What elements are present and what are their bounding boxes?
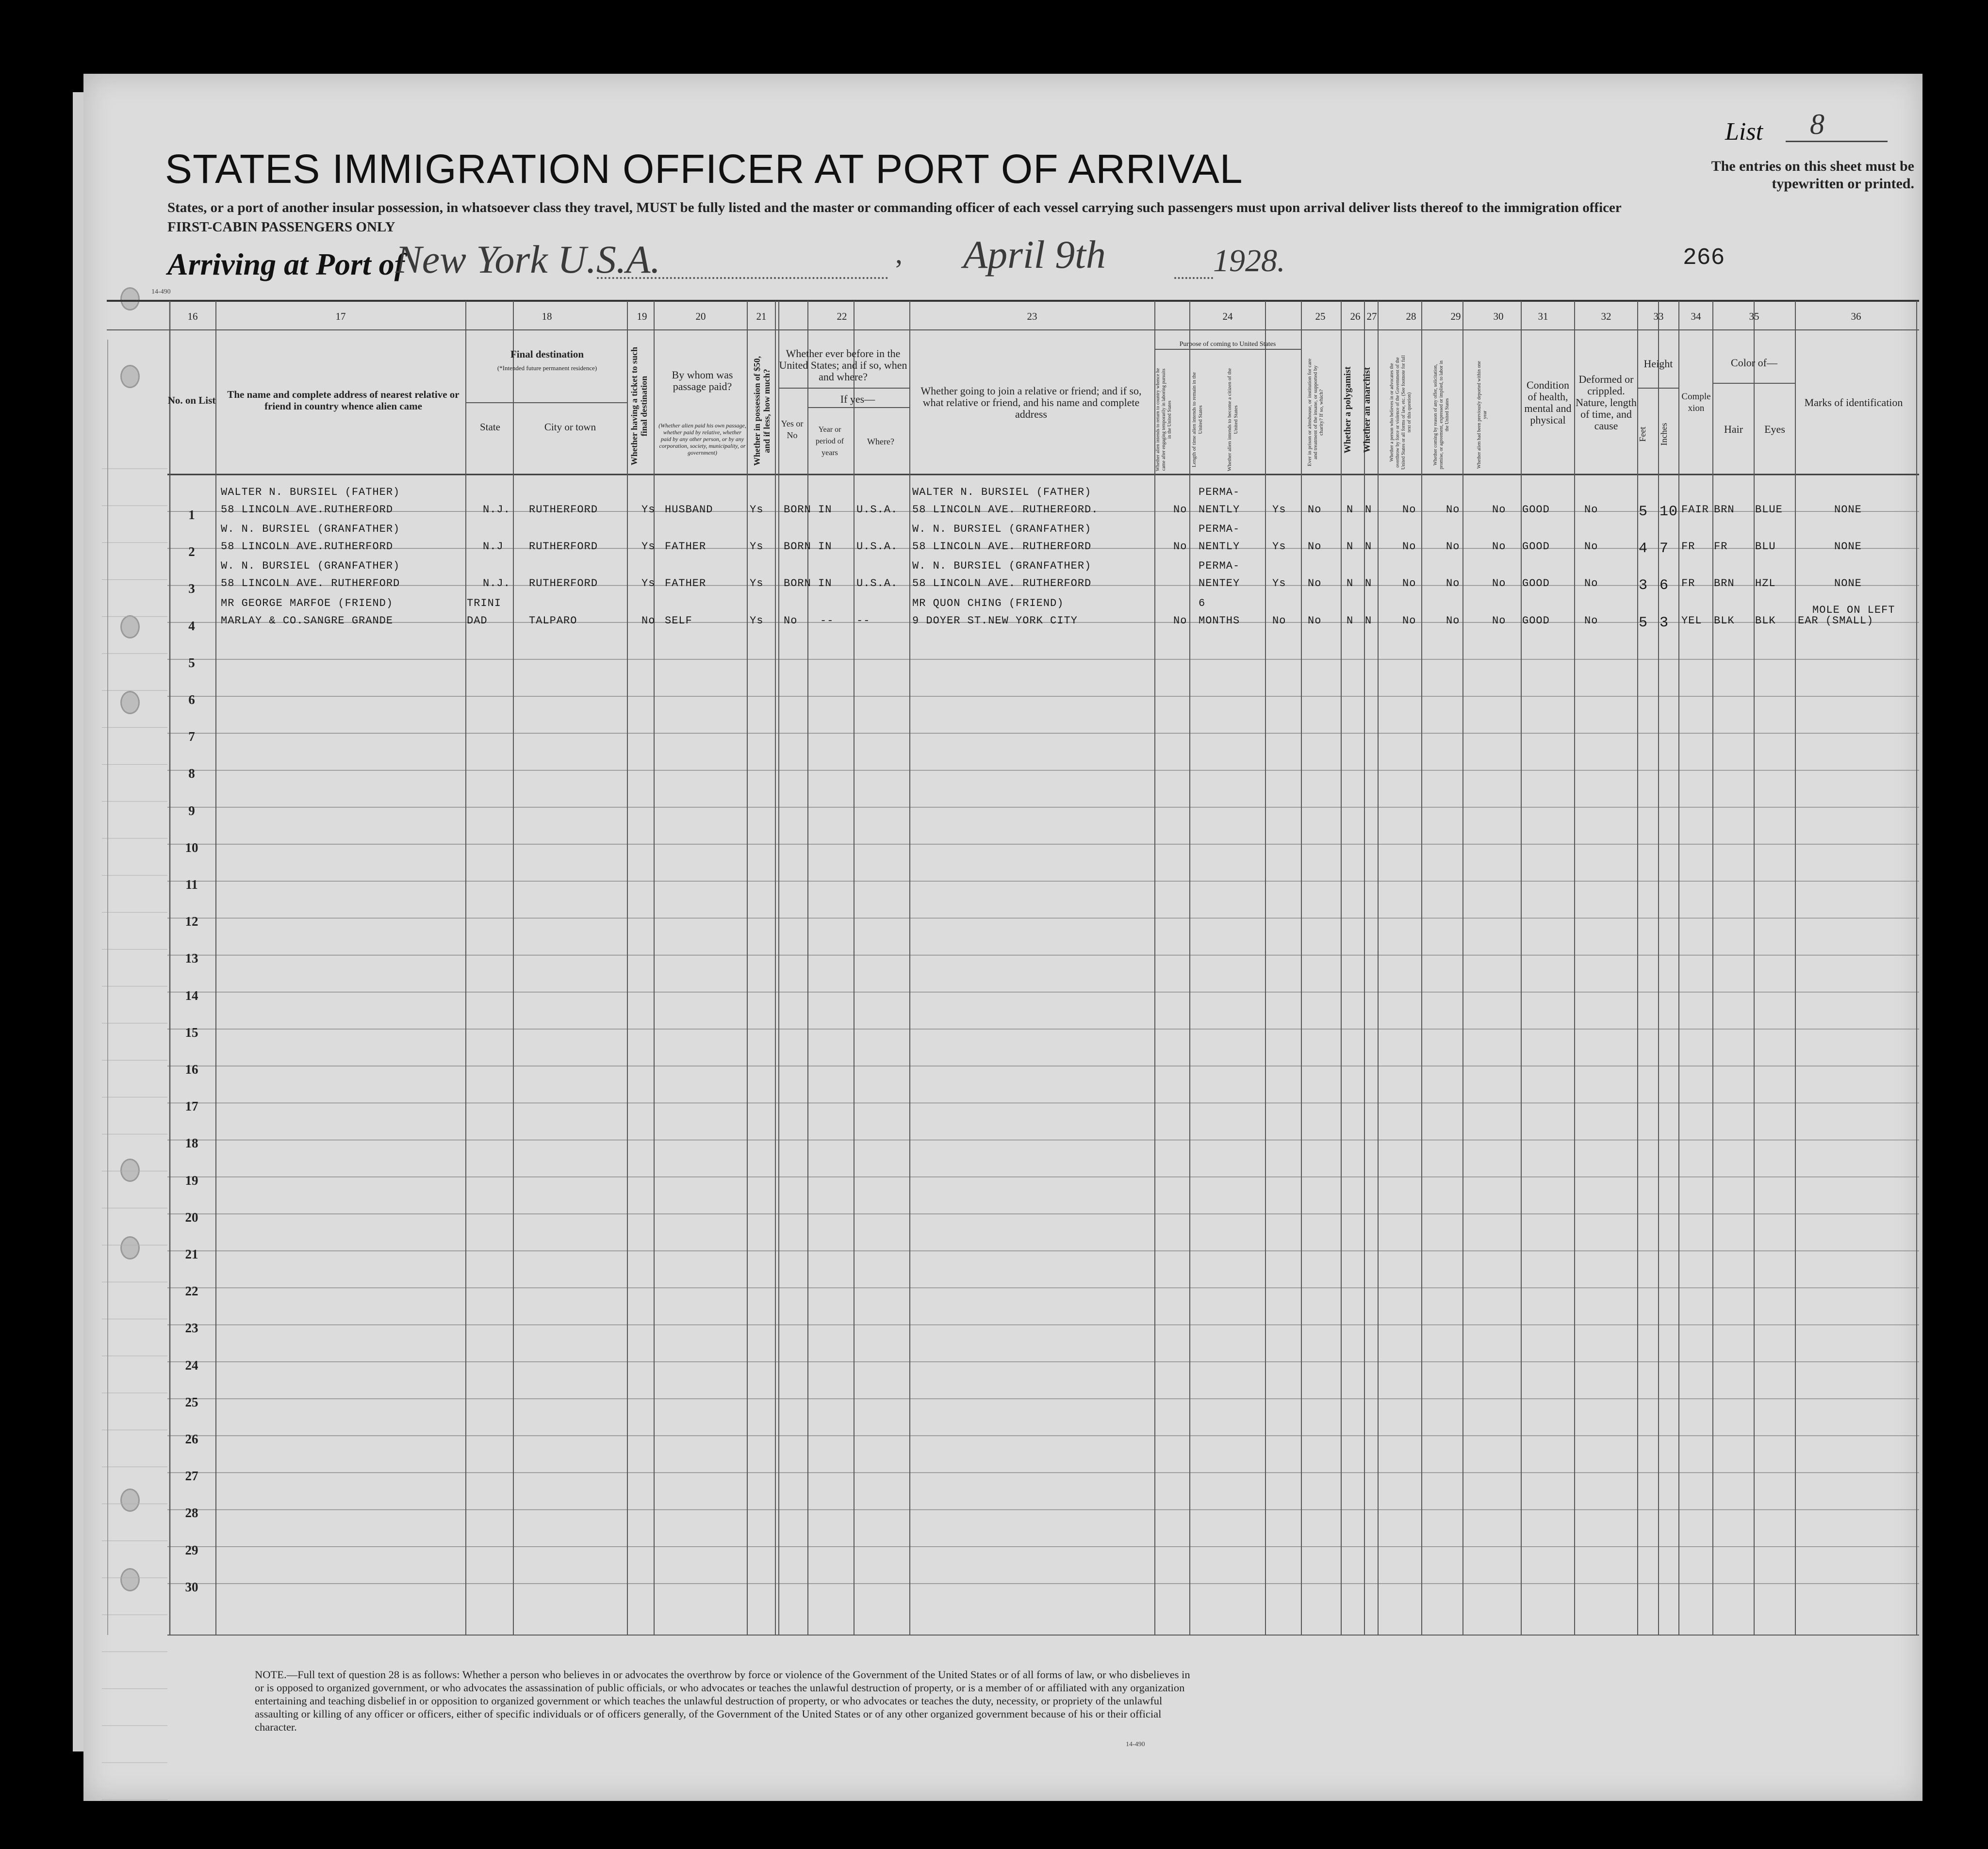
header-where: Where? [867, 437, 894, 446]
row-number: 15 [185, 1025, 198, 1040]
header-if-yes: If yes— [840, 393, 875, 405]
header-ticket: Whether having a ticket to such final destination [629, 346, 649, 466]
cell-inches: 3 [1659, 614, 1669, 631]
page-stamp-number: 266 [1683, 245, 1725, 271]
cell-anarchist: N [1365, 504, 1372, 516]
cell-eyes: HZL [1755, 577, 1776, 590]
column-number: 25 [1315, 311, 1326, 322]
row-number: 12 [185, 914, 198, 929]
cell-complexion: FAIR [1681, 504, 1709, 516]
header-hair: Hair [1724, 423, 1743, 435]
row-number: 11 [185, 877, 198, 892]
cell-anarchist: N [1365, 614, 1372, 627]
header-final-destination: Final destination [510, 348, 584, 360]
cell-hair: FR [1714, 540, 1728, 553]
cell-health: GOOD [1522, 504, 1550, 516]
header-passage-paid: By whom was passage paid? [672, 369, 733, 393]
cell-complexion: FR [1681, 540, 1695, 553]
header-prison: Ever in prison or almshouse, or institution for care and treatment of the insane, or supported by charity? If so, which? [1307, 358, 1324, 467]
column-number: 30 [1493, 311, 1504, 322]
cell-relative-address: 58 LINCOLN AVE.RUTHERFORD [221, 504, 394, 516]
column-number: 16 [187, 311, 198, 322]
cell-health: GOOD [1522, 577, 1550, 590]
cell-city: RUTHERFORD [529, 504, 598, 516]
cell-polygamist: N [1347, 577, 1354, 590]
header-health: Condition of health, mental and physical [1524, 379, 1572, 426]
cell-state: TRINI [467, 597, 502, 609]
row-number: 5 [188, 655, 195, 670]
cell-anarchist: N [1365, 577, 1372, 590]
row-number: 22 [185, 1284, 198, 1299]
cell-where: U.S.A. [856, 504, 898, 516]
column-number: 19 [637, 311, 647, 322]
comma: , [895, 237, 903, 269]
list-label: List [1725, 118, 1763, 146]
cell-period: -- [820, 614, 834, 627]
header-labor-offer: Whether coming by reason of any offer, solicitation, promise, or agreement, expressed or implied, to labor in the United States [1433, 360, 1450, 470]
row-number: 1 [188, 507, 195, 522]
cell-relative-name: W. N. BURSIEL (GRANFATHER) [221, 560, 400, 573]
header-ever-before: Whether ever before in the United States; and if so, when and where? [779, 347, 907, 383]
cell-labor-offer: No [1446, 614, 1460, 627]
header-join-relative: Whether going to join a relative or friend; and if so, what relative or friend, and his name and complete address [920, 385, 1142, 420]
cell-prison: No [1308, 577, 1322, 590]
header-purpose: Purpose of coming to United States [1179, 341, 1276, 348]
row-number: 14 [185, 988, 198, 1003]
cell-deformed: No [1584, 504, 1598, 516]
page-title: STATES IMMIGRATION OFFICER AT PORT OF ARRIVAL [165, 146, 1243, 192]
cell-relative-name: W. N. BURSIEL (GRANFATHER) [221, 523, 400, 536]
cell-relative-name: MR GEORGE MARFOE (FRIEND) [221, 597, 394, 609]
cell-join-address: 58 LINCOLN AVE. RUTHERFORD [912, 540, 1092, 553]
header-complexion: Complexion [1681, 392, 1711, 413]
row-number: 19 [185, 1173, 198, 1188]
header-city: City or town [544, 421, 596, 433]
cell-complexion: FR [1681, 577, 1695, 590]
row-number: 7 [188, 729, 195, 744]
cell-question-28: No [1402, 504, 1416, 516]
row-number: 18 [185, 1136, 198, 1151]
cell-inches: 10 [1659, 504, 1678, 520]
cell-length-line2: NENTLY [1199, 504, 1240, 516]
column-number: 22 [837, 311, 847, 322]
row-number: 27 [185, 1469, 198, 1484]
cell-state: N.J [483, 540, 504, 553]
column-number: 17 [335, 311, 346, 322]
subtitle: States, or a port of another insular possession, in whatsoever class they travel, MUST be fully listed and the master or commanding officer of each vessel carrying such passengers must upon arrival deliver lists thereof to the immigration officer [167, 200, 1622, 215]
cell-deported: No [1492, 614, 1506, 627]
cell-question-28: No [1402, 577, 1416, 590]
column-number: 34 [1691, 311, 1701, 322]
row-number: 21 [185, 1247, 198, 1261]
row-number: 6 [188, 692, 195, 707]
column-number: 18 [542, 311, 552, 322]
cell-return: No [1173, 540, 1187, 553]
cell-join-name: W. N. BURSIEL (GRANFATHER) [912, 523, 1092, 536]
column-number: 32 [1601, 311, 1611, 322]
header-passage-note: (Whether alien paid his own passage, whether paid by relative, whether paid by any other person, or by any corporation, society, municipality, or government) [658, 422, 746, 456]
cell-relative-address: 58 LINCOLN AVE. RUTHERFORD [221, 577, 400, 590]
cell-citizen: Ys [1272, 504, 1286, 516]
header-height: Height [1643, 358, 1673, 370]
cell-ticket: Ys [641, 504, 656, 516]
header-color-of: Color of— [1731, 357, 1777, 369]
column-number: 36 [1851, 311, 1861, 322]
column-number: 26 [1350, 311, 1361, 322]
column-number: 33 [1653, 311, 1664, 322]
column-number: 20 [695, 311, 706, 322]
cell-city: RUTHERFORD [529, 540, 598, 553]
cell-citizen: Ys [1272, 577, 1286, 590]
header-eyes: Eyes [1764, 423, 1785, 435]
cell-length-line1: PERMA- [1199, 523, 1240, 536]
cell-marks: NONE [1834, 540, 1862, 553]
row-number: 30 [185, 1579, 198, 1594]
cell-join-name: W. N. BURSIEL (GRANFATHER) [912, 560, 1092, 573]
column-number: 29 [1450, 311, 1461, 322]
header-purpose-length: Length of time alien intends to remain in the United States [1191, 372, 1203, 468]
row-number: 9 [188, 803, 195, 818]
header-state: State [480, 421, 500, 433]
row-number: 4 [188, 618, 195, 633]
arriving-label: Arriving at Port of [167, 247, 405, 281]
cell-ever-before: BORN IN [784, 504, 832, 516]
column-number: 28 [1406, 311, 1416, 322]
header-final-destination-note: (*Intended future permanent residence) [497, 364, 597, 372]
cell-deformed: No [1584, 577, 1598, 590]
header-feet: Feet [1638, 426, 1647, 442]
cell-city: RUTHERFORD [529, 577, 598, 590]
header-polygamist: Whether a polygamist [1343, 366, 1353, 454]
date-handwritten: April 9th [963, 232, 1106, 277]
cell-join-name: WALTER N. BURSIEL (FATHER) [912, 486, 1092, 498]
header-question-28: Whether a person who believes in or advocates the overthrow by force or violence of the Government of the United States or all forms of law, etc. (See footnote for full text of this question) [1389, 355, 1412, 470]
cell-relative-address: MARLAY & CO.SANGRE GRANDE [221, 614, 394, 627]
cell-ticket: No [641, 614, 656, 627]
cell-hair: BRN [1714, 504, 1735, 516]
header-purpose-citizen: Whether alien intends to become a citizen of the United States [1227, 368, 1239, 472]
column-number: 27 [1366, 311, 1377, 322]
question-28-footnote: NOTE.—Full text of question 28 is as follows: Whether a person who believes in or advocates the overthrow by force or violence of the Government of the United States or of all forms of law, or who disbelieves in or is opposed to organized government, or who advocates the assassination of public officials, or who advocates or teaches the unlawful destruction of property, or is a member of or affiliated with any organization entertaining and teaching disbelief in or opposition to organized government or which teaches the unlawful destruction of property, or who advocates or teaches the duty, necessity, or propriety of the unlawful assaulting or killing of any officer or officers, either of specific individuals or of officers generally, of the Government of the United States or of any other organized government because of his or their official character. [255, 1669, 1190, 1733]
cell-marks: EAR (SMALL) [1798, 614, 1874, 627]
cell-deported: No [1492, 504, 1506, 516]
header-yes-no: Yes or No [781, 419, 804, 440]
cell-join-address: 58 LINCOLN AVE. RUTHERFORD [912, 577, 1092, 590]
row-number: 13 [185, 951, 198, 966]
header-no-on-list: No. on List [167, 394, 216, 406]
cell-where: U.S.A. [856, 577, 898, 590]
cell-return: No [1173, 504, 1187, 516]
cell-inches: 6 [1659, 577, 1669, 594]
cell-deformed: No [1584, 540, 1598, 553]
cell-feet: 4 [1639, 540, 1648, 557]
cell-relative-address: 58 LINCOLN AVE.RUTHERFORD [221, 540, 394, 553]
cell-deported: No [1492, 577, 1506, 590]
column-number: 21 [756, 311, 767, 322]
cell-join-address: 58 LINCOLN AVE. RUTHERFORD. [912, 504, 1099, 516]
cell-passage-paid: SELF [665, 614, 692, 627]
cell-marks: NONE [1834, 577, 1862, 590]
port-handwritten: New York U.S.A. [395, 237, 660, 281]
row-number: 24 [185, 1358, 198, 1373]
cell-ticket: Ys [641, 540, 656, 553]
header-anarchist: Whether an anarchist [1362, 367, 1372, 453]
cell-marks: NONE [1834, 504, 1862, 516]
cell-money: Ys [750, 540, 764, 553]
header-deformed: Deformed or crippled. Nature, length of time, and cause [1576, 373, 1637, 432]
row-number: 23 [185, 1321, 198, 1336]
cell-money: Ys [750, 577, 764, 590]
cell-where: -- [856, 614, 871, 627]
cell-eyes: BLUE [1755, 504, 1783, 516]
row-number: 20 [185, 1210, 198, 1225]
cell-complexion: YEL [1681, 614, 1702, 627]
cell-feet: 3 [1639, 577, 1648, 594]
row-number: 2 [188, 544, 195, 559]
year: 1928. [1213, 243, 1285, 278]
cell-prison: No [1308, 614, 1322, 627]
cell-money: Ys [750, 504, 764, 516]
cell-health: GOOD [1522, 540, 1550, 553]
cell-prison: No [1308, 504, 1322, 516]
cell-where: U.S.A. [856, 540, 898, 553]
cell-relative-name: WALTER N. BURSIEL (FATHER) [221, 486, 400, 498]
row-number: 3 [188, 581, 195, 596]
cell-feet: 5 [1639, 504, 1648, 520]
cell-polygamist: N [1347, 614, 1354, 627]
cell-state: N.J. [483, 577, 510, 590]
cell-eyes: BLK [1755, 614, 1776, 627]
form-number: 14-490 [151, 288, 171, 295]
row-number: 29 [185, 1542, 198, 1557]
row-number: 16 [185, 1062, 198, 1077]
row-number: 17 [185, 1099, 198, 1114]
column-number: 31 [1538, 311, 1548, 322]
row-number: 26 [185, 1432, 198, 1446]
header-nearest-relative: The name and complete address of nearest relative or friend in country whence alien came [227, 389, 460, 412]
cell-polygamist: N [1347, 504, 1354, 516]
cell-length-line2: MONTHS [1199, 614, 1240, 627]
column-number: 23 [1027, 311, 1037, 322]
column-number: 24 [1222, 311, 1233, 322]
row-number: 25 [185, 1394, 198, 1409]
cell-anarchist: N [1365, 540, 1372, 553]
cell-prison: No [1308, 540, 1322, 553]
cell-passage-paid: HUSBAND [665, 504, 713, 516]
typed-note: The entries on this sheet must be typewritten or printed. [1711, 158, 1914, 192]
footer-form-number: 14-490 [1126, 1741, 1145, 1748]
cell-return: No [1173, 614, 1187, 627]
cell-deported: No [1492, 540, 1506, 553]
cell-hair: BRN [1714, 577, 1735, 590]
cell-health: GOOD [1522, 614, 1550, 627]
cell-hair: BLK [1714, 614, 1735, 627]
column-number: 35 [1749, 311, 1759, 322]
cell-ever-before: BORN IN [784, 540, 832, 553]
cell-polygamist: N [1347, 540, 1354, 553]
cell-citizen: Ys [1272, 540, 1286, 553]
cell-deformed: No [1584, 614, 1598, 627]
cell-ever-before: BORN IN [784, 577, 832, 590]
cell-passage-paid: FATHER [665, 577, 706, 590]
header-purpose-return: Whether alien intends to return to country whence he came after engaging temporarily in laboring pursuits in the United States [1155, 368, 1172, 472]
cell-labor-offer: No [1446, 577, 1460, 590]
cell-inches: 7 [1659, 540, 1669, 557]
cell-eyes: BLU [1755, 540, 1776, 553]
cell-length-line1: 6 [1199, 597, 1206, 609]
cell-labor-offer: No [1446, 504, 1460, 516]
cell-state: N.J. [483, 504, 510, 516]
cell-length-line2: NENTEY [1199, 577, 1240, 590]
cell-length-line1: PERMA- [1199, 486, 1240, 498]
header-inches: Inches [1659, 423, 1669, 446]
header-period: Year or period of years [815, 425, 844, 457]
cell-length-line2: NENTLY [1199, 540, 1240, 553]
cell-citizen: No [1272, 614, 1286, 627]
header-deported: Whether alien had been previously deported within one year [1477, 361, 1488, 469]
cell-question-28: No [1402, 614, 1416, 627]
cell-marks: MOLE ON LEFT [1812, 604, 1895, 616]
cell-city: TALPARO [529, 614, 577, 627]
header-marks: Marks of identification [1804, 396, 1903, 409]
cell-question-28: No [1402, 540, 1416, 553]
cell-ever-before: No [784, 614, 798, 627]
cell-labor-offer: No [1446, 540, 1460, 553]
header-fifty-dollars: Whether in possession of $50, and if less, how much? [752, 356, 772, 466]
cell-join-address: 9 DOYER ST.NEW YORK CITY [912, 614, 1078, 627]
class-line: FIRST-CABIN PASSENGERS ONLY [167, 219, 395, 235]
cell-ticket: Ys [641, 577, 656, 590]
cell-join-name: MR QUON CHING (FRIEND) [912, 597, 1064, 609]
cell-state: DAD [467, 614, 488, 627]
cell-length-line1: PERMA- [1199, 560, 1240, 573]
row-number: 8 [188, 766, 195, 781]
row-number: 28 [185, 1505, 198, 1521]
row-number: 10 [185, 840, 198, 855]
cell-passage-paid: FATHER [665, 540, 706, 553]
cell-money: Ys [750, 614, 764, 627]
cell-feet: 5 [1639, 614, 1648, 631]
list-number: 8 [1810, 108, 1824, 140]
